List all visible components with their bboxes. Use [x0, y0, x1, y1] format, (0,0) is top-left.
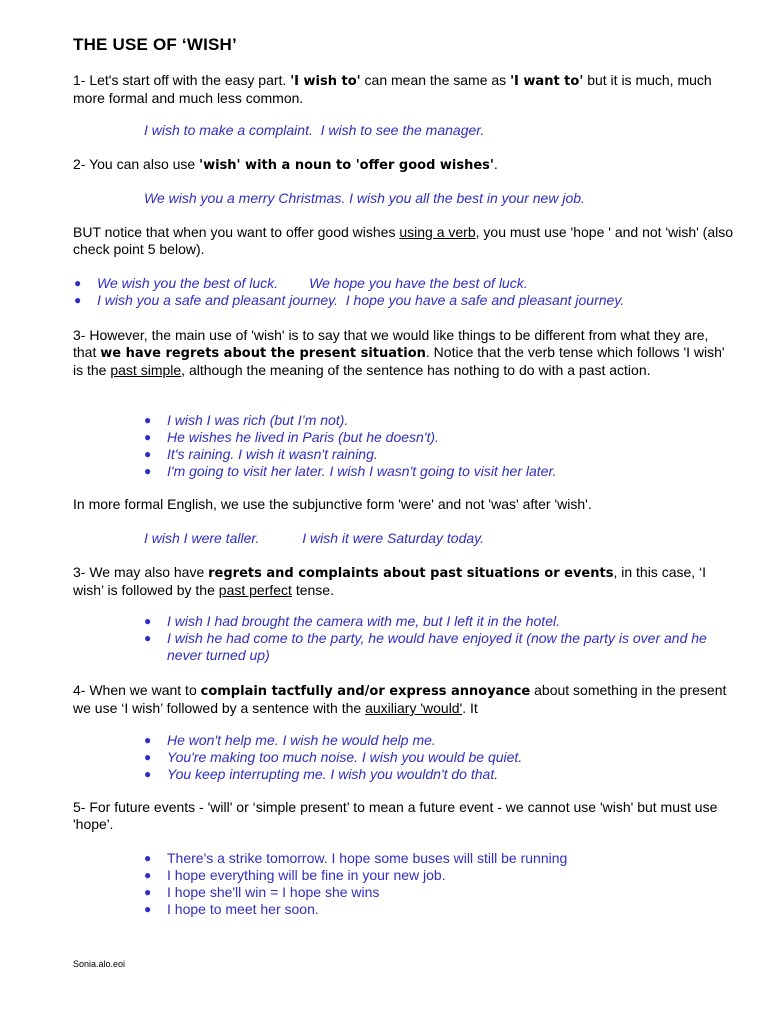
list-item — [144, 850, 568, 867]
text-run: tense. — [291, 582, 334, 598]
text-run: can mean the same as — [360, 72, 511, 88]
list-item — [144, 901, 567, 918]
list-item — [144, 446, 556, 463]
bullet-icon: ● — [144, 733, 152, 747]
list-item-text: I'm going to visit her later. I wish I wasn't going to visit her later. — [167, 463, 557, 479]
list-item-text: I wish you a safe and pleasant journey. I hope you have a safe and pleasant journey. — [97, 292, 625, 308]
underlined-text: auxiliary 'would' — [365, 700, 463, 716]
bullet-list-hope — [74, 275, 625, 309]
list-item-text: We wish you the best of luck. We hope you have the best of luck. — [97, 275, 528, 291]
bold-text: complain tactfully and/or express annoyance — [200, 684, 531, 699]
formal-english-paragraph: In more formal English, we use the subjunctive form 'were' and not 'was' after 'wish'. — [73, 496, 592, 512]
bullet-list-complaints — [144, 732, 523, 783]
list-item — [144, 630, 727, 664]
list-item — [74, 275, 624, 292]
text-run: . Notice that the verb tense which follows 'I wish' is the — [73, 344, 725, 378]
section-2-paragraph — [73, 156, 733, 174]
bullet-icon: ● — [144, 902, 152, 916]
list-item-text: I hope she'll win = I hope she wins — [167, 884, 380, 900]
list-item-text: He won't help me. I wish he would help me. — [167, 732, 436, 748]
list-item-text: I hope to meet her soon. — [167, 901, 319, 917]
bold-text: 'I wish to' — [290, 74, 361, 89]
bullet-icon: ● — [144, 868, 152, 882]
list-item — [144, 463, 557, 480]
text-run: about something in the present we use ‘I wish’ followed by a sentence with the — [73, 682, 727, 716]
bullet-list-future — [144, 850, 568, 918]
list-item — [144, 429, 556, 446]
list-item — [144, 732, 522, 749]
bullet-icon: ● — [74, 293, 82, 307]
bullet-icon: ● — [144, 885, 152, 899]
section-1-paragraph — [73, 72, 733, 107]
list-item — [144, 613, 727, 630]
list-item — [144, 766, 522, 783]
list-item-text: You're making too much noise. I wish you would be quiet. — [167, 749, 523, 765]
bold-text: 'wish' with a noun to 'offer good wishes' — [199, 158, 494, 173]
text-run: , in this case, ‘I wish’ is followed by the — [73, 564, 707, 598]
underlined-text: using a verb — [399, 224, 476, 240]
bullet-icon: ● — [144, 413, 152, 427]
text-run: , you must use 'hope ' and not 'wish' (also check point 5 below). — [73, 224, 734, 257]
bullet-icon: ● — [144, 430, 152, 444]
section-3-paragraph — [73, 327, 733, 379]
text-run: . It — [462, 700, 478, 716]
bullet-icon: ● — [144, 767, 152, 781]
list-item — [144, 867, 567, 884]
bold-text: regrets and complaints about past situations or events — [208, 566, 614, 581]
text-run: BUT notice that when you want to offer good wishes — [73, 224, 400, 240]
list-item-text: You keep interrupting me. I wish you wouldn't do that. — [167, 766, 499, 782]
list-item-text: He wishes he lived in Paris (but he doesn't). — [167, 429, 439, 445]
bullet-icon: ● — [144, 614, 152, 628]
list-item — [74, 292, 625, 309]
text-run: 3- We may also have — [73, 564, 209, 580]
underlined-text: past perfect — [218, 582, 292, 598]
section-3b-paragraph — [73, 564, 733, 599]
list-item-text: I hope everything will be fine in your new job. — [167, 867, 446, 883]
example-sentence: We wish you a merry Christmas. I wish you all the best in your new job. — [144, 190, 585, 206]
list-item — [144, 884, 567, 901]
bold-text: 'I want to' — [510, 74, 584, 89]
underlined-text: past simple — [110, 362, 182, 378]
bullet-list-present-regrets — [144, 412, 557, 480]
list-item-text: It's raining. I wish it wasn't raining. — [167, 446, 378, 462]
text-run: , although the meaning of the sentence has nothing to do with a past action. — [181, 362, 651, 378]
example-sentence: I wish I were taller. I wish it were Saturday today. — [144, 530, 485, 546]
bullet-icon: ● — [144, 631, 152, 645]
list-item — [144, 749, 523, 766]
list-item-text: I wish I was rich (but I’m not). — [167, 412, 349, 428]
bullet-icon: ● — [74, 276, 82, 290]
text-run: 1- Let's start off with the easy part. — [73, 72, 291, 88]
list-item — [144, 412, 556, 429]
example-sentence: I wish to make a complaint. I wish to see the manager. — [144, 122, 485, 138]
list-item-text: I wish I had brought the camera with me, but I left it in the hotel. — [167, 613, 560, 629]
text-run: 4- When we want to — [73, 682, 201, 698]
text-run: 2- You can also use — [73, 156, 200, 172]
section-5-paragraph: 5- For future events - 'will' or ‘simple present’ to mean a future event - we cannot use 'wish' but must use 'hope'. — [73, 799, 718, 832]
list-item-text: There's a strike tomorrow. I hope some buses will still be running — [167, 850, 568, 866]
footer-author: Sonia.alo.eoi — [73, 959, 126, 969]
bullet-icon: ● — [144, 464, 152, 478]
page-title: THE USE OF ‘WISH’ — [73, 35, 237, 54]
bullet-list-past-regrets — [144, 613, 727, 664]
text-run: . — [493, 156, 498, 172]
section-4-paragraph — [73, 682, 733, 717]
text-run: but it is much, much more formal and much less common. — [73, 72, 712, 106]
bullet-icon: ● — [144, 851, 152, 865]
bullet-icon: ● — [144, 750, 152, 764]
text-run: 3- However, the main use of 'wish' is to say that we would like things to be different from what they are, that — [73, 327, 709, 360]
bullet-icon: ● — [144, 447, 152, 461]
list-item-text: I wish he had come to the party, he would have enjoyed it (now the party is over and he never turned up) — [167, 630, 707, 663]
but-notice-paragraph — [73, 224, 733, 258]
bold-text: we have regrets about the present situation — [100, 346, 426, 361]
